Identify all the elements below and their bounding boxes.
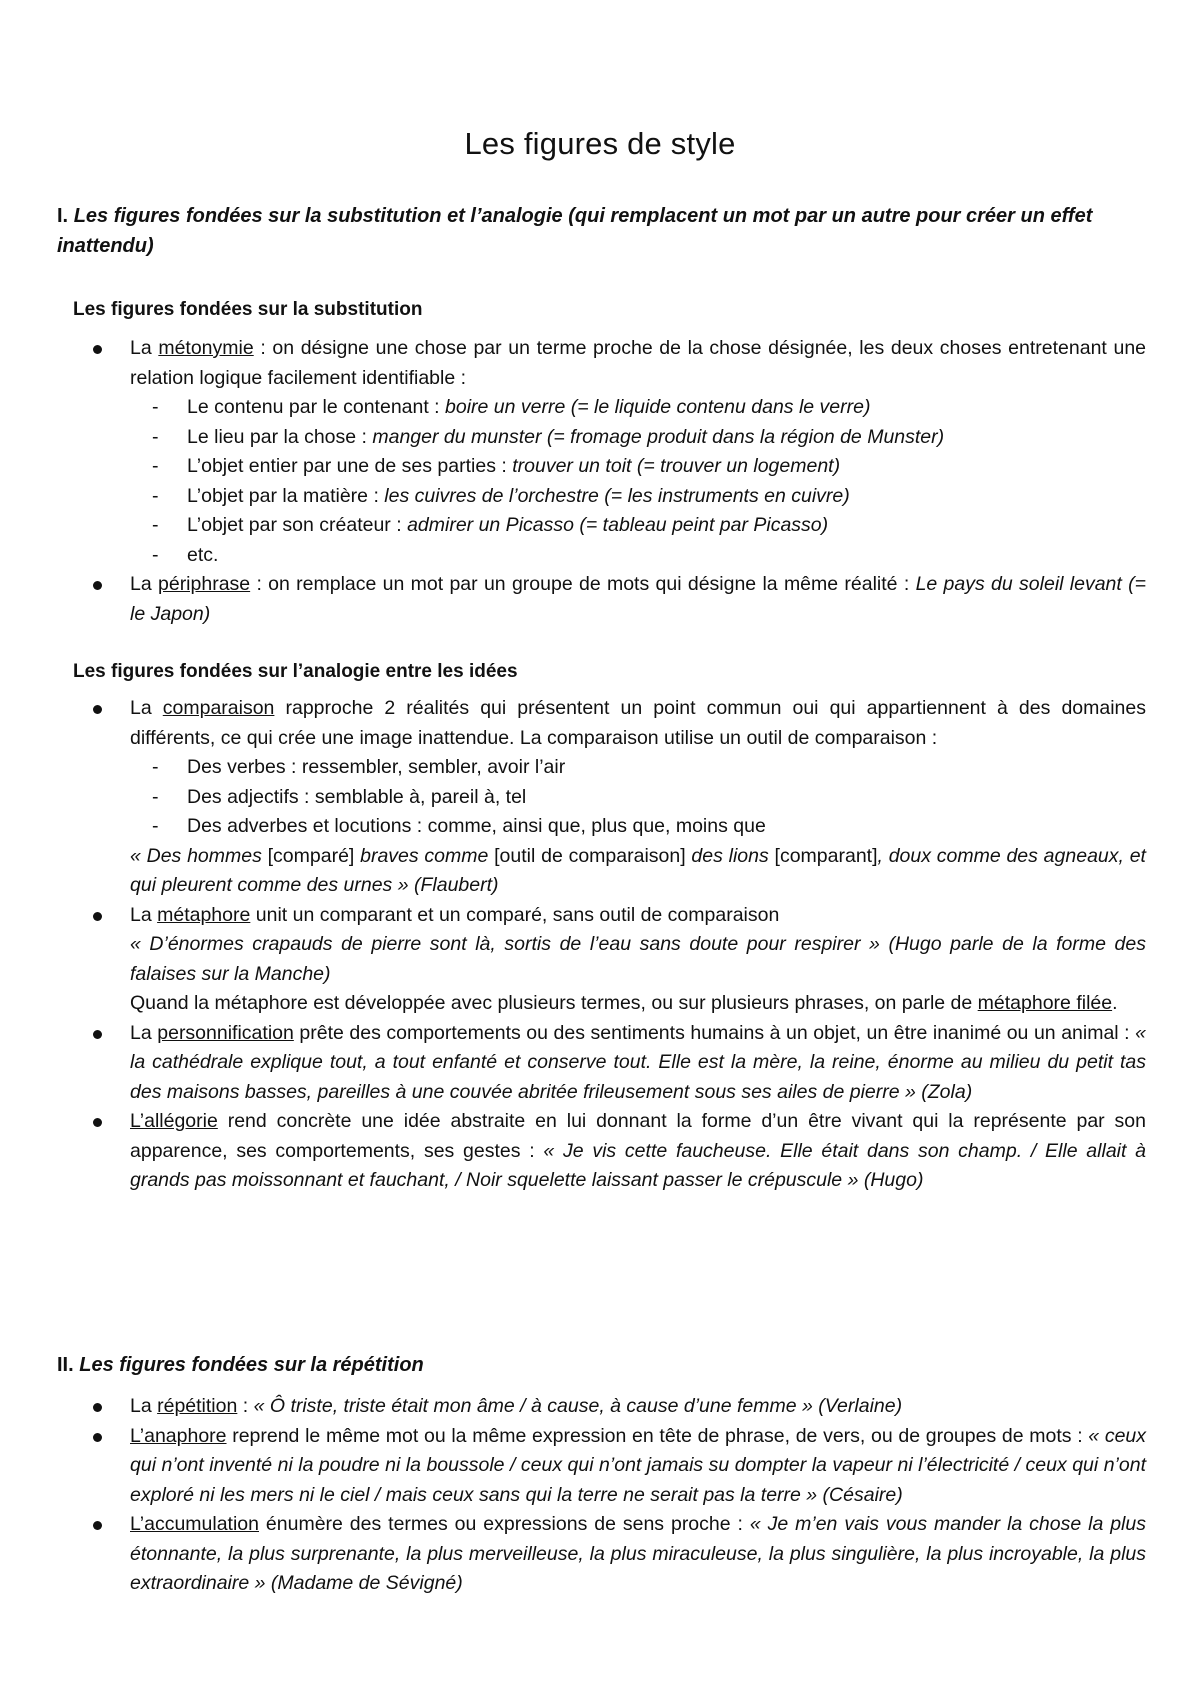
- list-item: - L’objet entier par une de ses parties : trouver un toit (= trouver un logement): [130, 452, 1200, 482]
- term-anaphore: L’anaphore: [130, 1424, 227, 1447]
- metaphore-quote: « D’énormes crapauds de pierre sont là, sortis de l’eau sans doute pour respirer » (Hugo parle de la forme des falaises sur la Manche): [130, 933, 1146, 985]
- term-metaphore: métaphore: [157, 903, 251, 926]
- bullet-icon: [93, 1521, 102, 1530]
- term-comparaison: comparaison: [162, 697, 275, 719]
- bullet-icon: [93, 1030, 102, 1039]
- page-title: Les figures de style: [464, 126, 736, 161]
- term-metonymie: métonymie: [158, 337, 254, 359]
- list-item-accumulation: L’accumulation énumère des termes ou expressions de sens proche : « Je m’en vais vous mander la chose la plus étonnante, la plus surprenante, la plus merveilleuse, la plus miraculeuse, la plus singulière, la plus incroyable, la plus extraordinaire » (Madame de Sévigné): [0, 1510, 1200, 1599]
- list-item: - etc.: [130, 541, 1200, 571]
- list-item-metaphore: La métaphore unit un comparant et un comparé, sans outil de comparaison « D’énormes crapauds de pierre sont là, sortis de l’eau sans doute pour respirer » (Hugo parle de la forme des falaises sur la Manche) Quand la métaphore est développée avec plusieurs termes, ou sur plusieurs phrases, on parle de métaphore filée.: [0, 901, 1200, 1019]
- list-item: - Le lieu par la chose : manger du munster (= fromage produit dans la région de Munster): [130, 423, 1200, 453]
- term-repetition: répétition: [157, 1395, 238, 1417]
- list-item-comparaison: La comparaison rapproche 2 réalités qui présentent un point commun oui qui appartiennent à des domaines différents, ce qui crée une image inattendue. La comparaison utilise un outil de comparaison :: [0, 694, 1200, 753]
- term-personnification: personnification: [157, 1021, 294, 1044]
- section-2-title: Les figures fondées sur la répétition: [79, 1354, 424, 1376]
- list-item-repetition: La répétition : « Ô triste, triste était mon âme / à cause, à cause d’une femme » (Verlaine): [0, 1392, 1200, 1422]
- subsection-substitution-heading: Les figures fondées sur la substitution: [73, 299, 423, 320]
- bullet-icon: [93, 1118, 102, 1127]
- metonymie-examples: [0, 393, 1200, 570]
- section-2-number: II.: [57, 1354, 74, 1376]
- analogie-list: [0, 694, 1200, 1196]
- term-accumulation: L’accumulation: [130, 1513, 259, 1535]
- list-item: - Le contenu par le contenant : boire un verre (= le liquide contenu dans le verre): [130, 393, 1200, 423]
- list-item: - Des verbes : ressembler, sembler, avoir l’air: [130, 753, 1200, 783]
- comparaison-tools: [0, 753, 1200, 842]
- metaphore-note: Quand la métaphore est développée avec plusieurs termes, ou sur plusieurs phrases, on parle de métaphore filée.: [130, 992, 1118, 1014]
- bullet-icon: [93, 1433, 102, 1442]
- bullet-icon: [93, 1403, 102, 1412]
- list-item-allegorie: L’allégorie rend concrète une idée abstraite en lui donnant la forme d’un être vivant qui la représente par son apparence, ses comportements, ses gestes : « Je vis cette faucheuse. Elle était dans son champ. / Elle allait à grands pas moissonnant et fauchant, / Noir squelette laissant passer le crépuscule » (Hugo): [0, 1107, 1200, 1196]
- list-item: - Des adverbes et locutions : comme, ainsi que, plus que, moins que: [130, 812, 1200, 842]
- list-item: - L’objet par son créateur : admirer un Picasso (= tableau peint par Picasso): [130, 511, 1200, 541]
- substitution-list: [0, 334, 1200, 629]
- subsection-analogie-heading: Les figures fondées sur l’analogie entre les idées: [73, 661, 518, 682]
- repetition-list: [0, 1392, 1200, 1599]
- list-item: - Des adjectifs : semblable à, pareil à, tel: [130, 783, 1200, 813]
- list-item-personnification: La personnification prête des comportements ou des sentiments humains à un objet, un être inanimé ou un animal : « la cathédrale explique tout, a tout enfanté et conserve tout. Elle est la mère, la reine, énorme au milieu du petit tas des maisons basses, pareilles à une couvée abritée frileusement sous ses ailes de pierre » (Zola): [0, 1019, 1200, 1108]
- comparaison-quote: « Des hommes [comparé] braves comme [outil de comparaison] des lions [comparant], doux comme des agneaux, et qui pleurent comme des urnes » (Flaubert): [130, 844, 1146, 896]
- list-item-periphrase: La périphrase : on remplace un mot par un groupe de mots qui désigne la même réalité : Le pays du soleil levant (= le Japon): [0, 570, 1200, 629]
- term-allegorie: L’allégorie: [130, 1110, 218, 1132]
- section-1-title: Les figures fondées sur la substitution et l’analogie (qui remplacent un mot par un autre pour créer un effet inattendu): [57, 205, 1093, 257]
- bullet-icon: [93, 345, 102, 354]
- bullet-icon: [93, 705, 102, 714]
- list-item: - L’objet par la matière : les cuivres de l’orchestre (= les instruments en cuivre): [130, 482, 1200, 512]
- section-1-number: I.: [57, 205, 69, 227]
- list-item-anaphore: L’anaphore reprend le même mot ou la même expression en tête de phrase, de vers, ou de groupes de mots : « ceux qui n’ont inventé ni la poudre ni la boussole / ceux qui n’ont jamais su dompter la vapeur ni l’électricité / ceux qui n’ont exploré ni les mers ni le ciel / mais ceux sans qui la terre ne serait pas la terre » (Césaire): [0, 1422, 1200, 1511]
- section-2-heading: [57, 1350, 1147, 1380]
- bullet-icon: [93, 581, 102, 590]
- term-metaphore-filee: métaphore filée: [977, 992, 1113, 1014]
- list-item-metonymie: La métonymie : on désigne une chose par un terme proche de la chose désignée, les deux choses entretenant une relation logique facilement identifiable :: [0, 334, 1200, 393]
- section-1-heading: [57, 201, 1147, 261]
- term-periphrase: périphrase: [158, 573, 251, 595]
- bullet-icon: [93, 912, 102, 921]
